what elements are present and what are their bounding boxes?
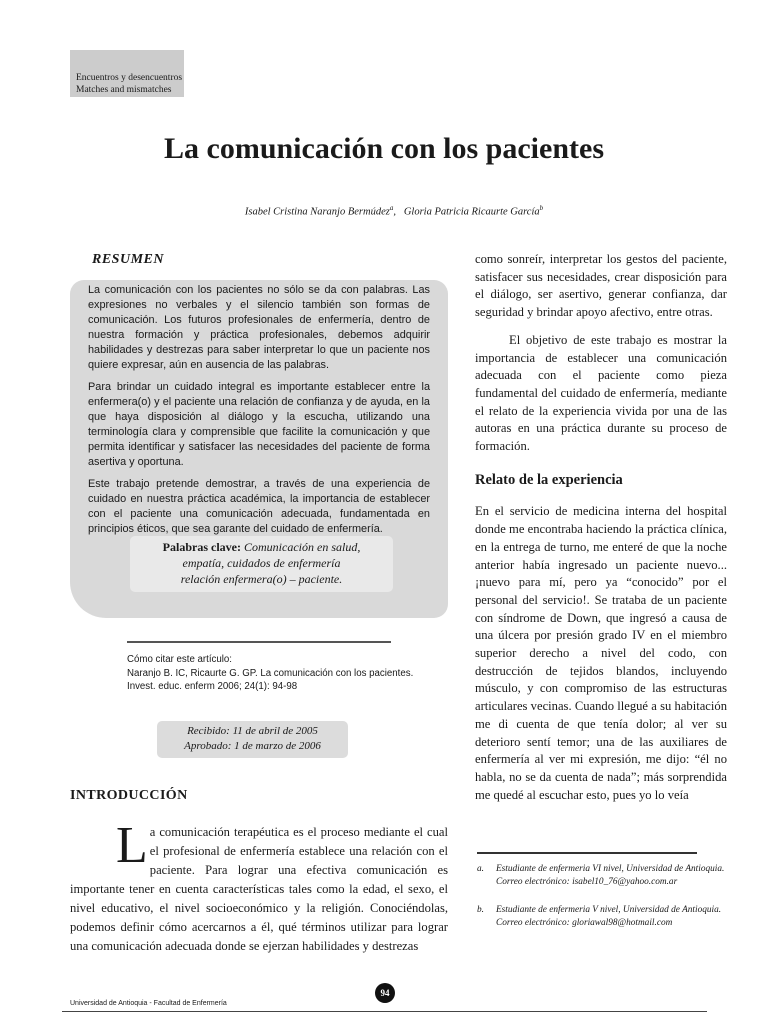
footnote-a xyxy=(477,863,727,889)
intro-body: a comunicación terapéutica es el proceso mediante el cual el profesional de enfermería establece una relación con el paciente. Para lograr una efectiva comunicación es importante tener en cuenta características tales como la edad, el sexo, el nivel educativo, el nivel socioeconómico y la religión. Conociéndolas, podemos definir cómo acercarnos a él, qué términos utilizar para lograr una comunicación adecuada donde se ejerzan habilidades y destrezas xyxy=(70,825,448,953)
section-tab xyxy=(70,50,184,97)
author-a-mark: a xyxy=(389,204,394,212)
keywords-line1: Comunicación en salud, xyxy=(244,540,361,554)
footnote-text: Estudiante de enfermeria V nivel, Universidad de Antioquia. Correo electrónico: gloriawal98@hotmail.com xyxy=(496,905,722,928)
body-paragraph: como sonreír, interpretar los gestos del paciente, satisfacer sus necesidades, crear disposición para el diálogo, ser asertivo, generar confianza, dar seguridad y brindar apoyo afectivo, entre otras. xyxy=(475,252,727,320)
footer-divider xyxy=(62,1011,707,1012)
drop-cap: L xyxy=(116,817,148,874)
section-label-es: Encuentros y desencuentros xyxy=(76,73,183,83)
footnote-label: a. xyxy=(477,864,484,874)
dates-box xyxy=(157,721,348,758)
abstract-paragraph: Este trabajo pretende demostrar, a través de una experiencia de cuidado en nuestra práctica académica, la importancia de establecer con el paciente una comunicación adecuada, fundamentada en principios éticos, que sea garante del cuidado de enfermería. xyxy=(88,478,430,535)
footnote-label: b. xyxy=(477,905,484,915)
citation-text: Naranjo B. IC, Ricaurte G. GP. La comunicación con los pacientes. Invest. educ. enferm 2006; 24(1): 94-98 xyxy=(127,667,414,692)
footnote-b xyxy=(477,904,727,930)
author-b: Gloria Patricia Ricaurte García xyxy=(403,206,540,218)
abstract-text xyxy=(88,283,430,544)
right-column xyxy=(475,251,727,814)
author-b-mark: b xyxy=(539,204,544,212)
author-a: Isabel Cristina Naranjo Bermúdez xyxy=(244,206,390,218)
keywords-line3: relación enfermera(o) – paciente. xyxy=(180,572,343,586)
authors: Isabel Cristina Naranjo Bermúdez$^a$, Gloria Patricia Ricaurte García$^b$ xyxy=(244,204,544,218)
citation-label: Cómo citar este artículo: xyxy=(127,654,232,665)
received-date: Recibido: 11 de abril de 2005 xyxy=(187,725,318,737)
resumen-heading: RESUMEN xyxy=(92,252,164,267)
abstract-paragraph: La comunicación con los pacientes no sólo se da con palabras. Las expresiones no verbales y el silencio también son formas de comunicación. Los futuros profesionales de enfermería, dentro de nuestra formación y práctica profesionales, debemos adquirir habilidades y destrezas para saber interpretar lo que un paciente nos quiere expresar, aún en ausencia de las palabras. xyxy=(88,284,430,371)
keywords-label: Palabras clave: xyxy=(162,540,241,554)
abstract-paragraph: Para brindar un cuidado integral es importante establecer entre la enfermera(o) y el paciente una relación de confianza y de ayuda, en la que haya disposición al diálogo y la escucha, utilizando una terminología clara y comprensible que facilite la comunicación y que permita identificar y satisfacer las necesidades del paciente de forma asertiva y oportuna. xyxy=(88,381,430,468)
keywords-line2: empatía, cuidados de enfermería xyxy=(182,556,341,570)
footnote-divider xyxy=(477,852,697,854)
body-paragraph: El objetivo de este trabajo es mostrar la importancia de establecer una comunicación adecuada con el paciente como pieza fundamental del cuidado de enfermería, mediante el relato de la experiencia vivida por una de las autoras en una práctica durante su proceso de formación. xyxy=(475,332,727,454)
section-label-en: Matches and mismatches xyxy=(76,85,172,95)
citation-divider xyxy=(127,641,391,643)
page-number: 94 xyxy=(375,983,395,1003)
relato-heading: Relato de la experiencia xyxy=(475,471,623,488)
intro-text xyxy=(70,817,448,956)
page-title: La comunicación con los pacientes xyxy=(164,132,604,165)
footer-institution: Universidad de Antioquia - Facultad de Enfermería xyxy=(70,1000,227,1007)
citation xyxy=(127,653,417,694)
footnote-text: Estudiante de enfermeria VI nivel, Universidad de Antioquia. Correo electrónico: isabel10_76@yahoo.com.ar xyxy=(496,864,725,887)
approved-date: Aprobado: 1 de marzo de 2006 xyxy=(184,740,321,752)
intro-heading: INTRODUCCIÓN xyxy=(70,788,188,803)
body-paragraph: En el servicio de medicina interna del hospital donde me encontraba haciendo la práctica clínica, en la entrega de turno, me enteré de que la noche anterior había ingresado un paciente nuevo... ¡nuevo para mí, pero ya “conocido” por el personal del servicio!. Se trataba de un paciente con síndrome de Down, que ingresó a causa de una úlcera por presión grado IV en el miembro superior derecho a nivel del codo, con destrucción de tejidos blandos, incluyendo músculo, y con compromiso de las estructuras articulares vecinas. Cuando llegué a su habitación me di cuenta de que tenía dolor; al ver su deterioro sentí temor; una de las auxiliares de enfermería al ver mi expresión, me dijo: “él no habla, no se da cuenta de nada”; más sorprendida me quedé al escuchar esto, pues yo lo veía xyxy=(475,504,727,802)
keywords-box xyxy=(130,536,393,592)
